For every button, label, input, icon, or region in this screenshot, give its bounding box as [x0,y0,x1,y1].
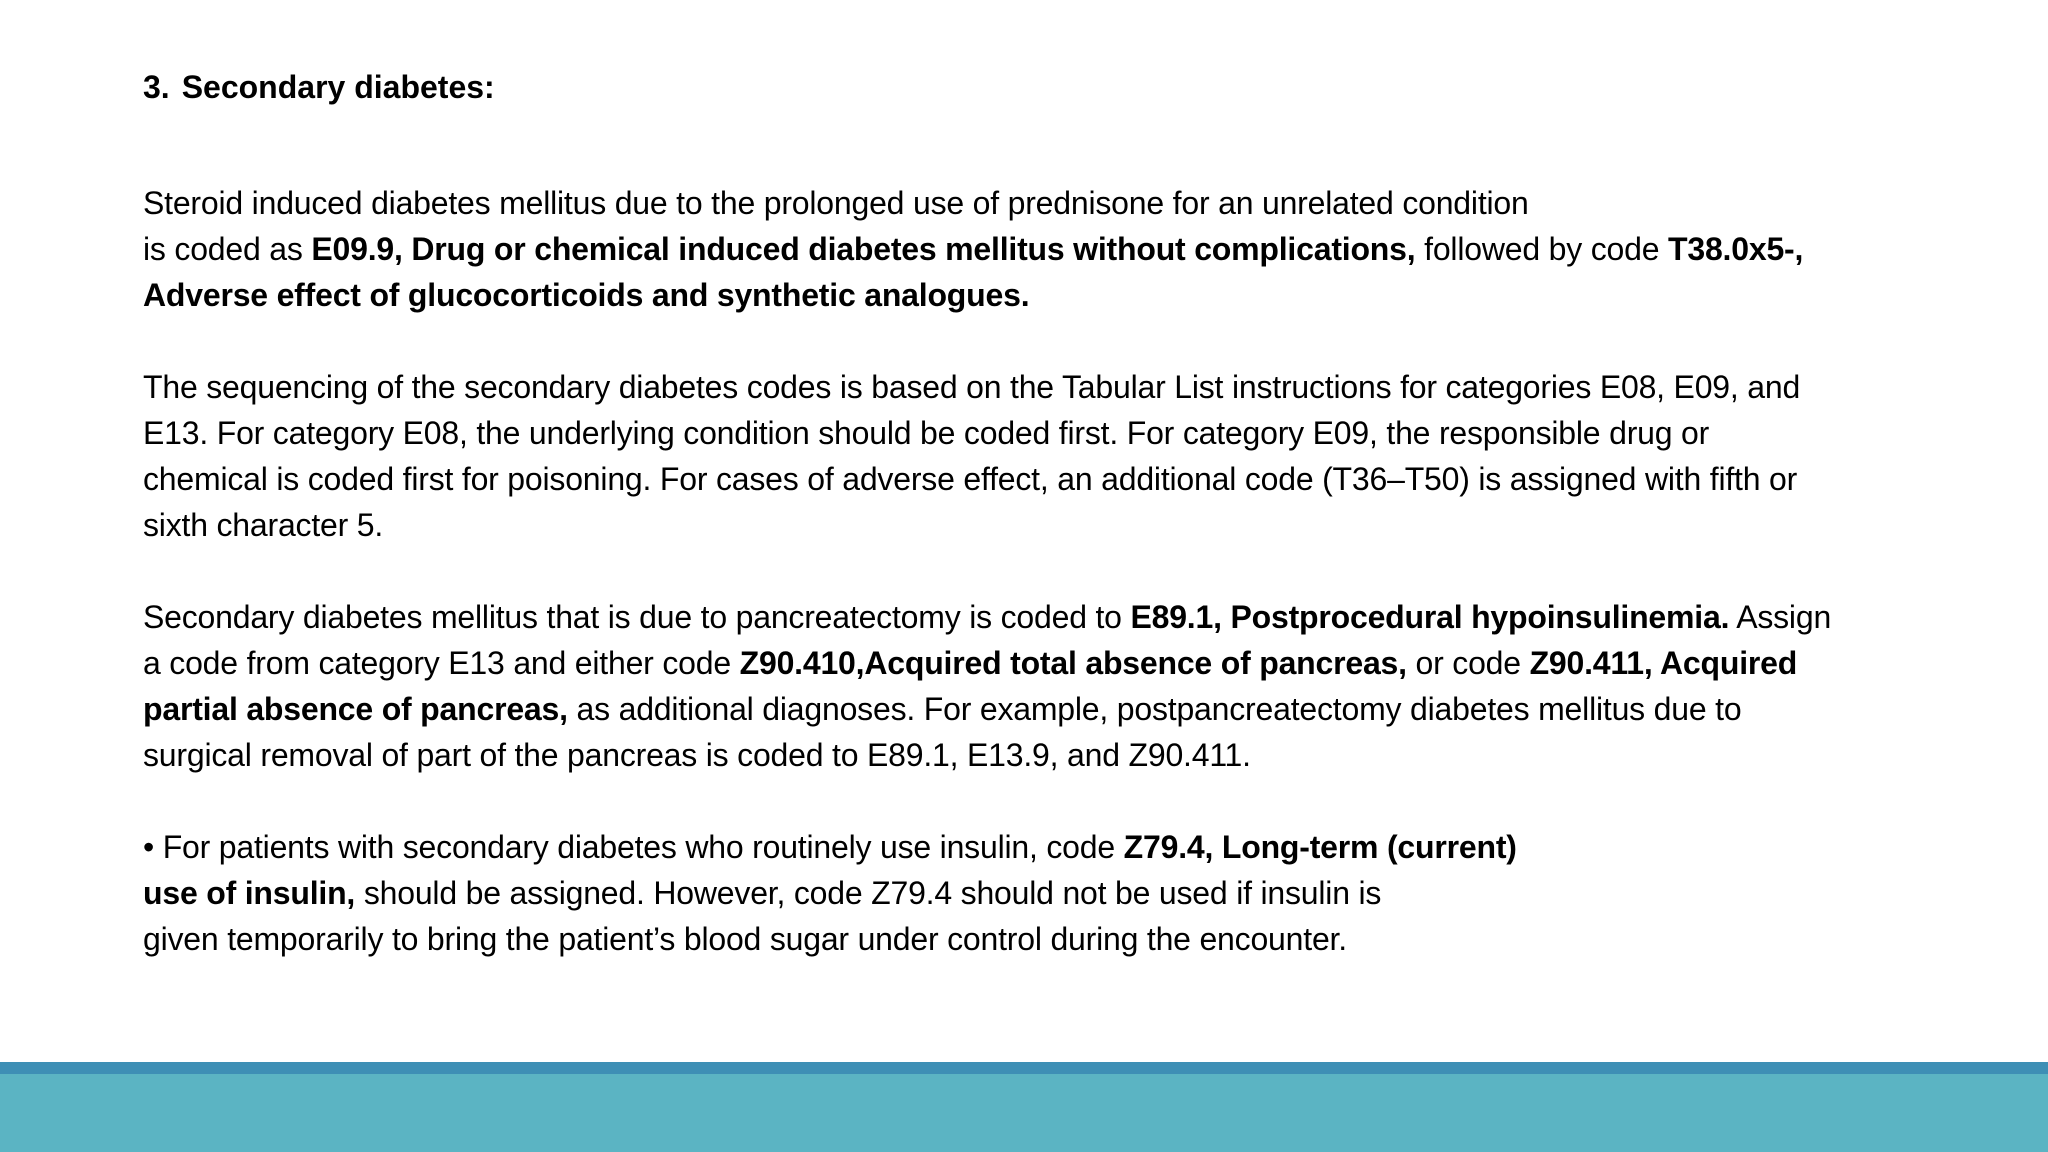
text-run: Assign [1729,599,1832,635]
text-line [143,824,1993,870]
text-line [143,640,1993,686]
text-run: is coded as [143,231,312,267]
code-z79-4-description: use of insulin, [143,875,356,911]
text-run: followed by code [1415,231,1669,267]
slide-content [143,64,1993,962]
section-heading [143,64,1993,110]
code-e89-1: E89.1, Postprocedural hypoinsulinemia. [1130,599,1730,635]
text-line: given temporarily to bring the patient’s blood sugar under control during the encounter. [143,921,1347,957]
paragraph-sequencing [143,364,1993,548]
footer-accent-line [0,1062,2048,1074]
paragraph-pancreatectomy [143,594,1993,778]
code-z90-410: Z90.410,Acquired total absence of pancreas, [739,645,1407,681]
text-line: chemical is coded first for poisoning. For cases of adverse effect, an additional code (T36–T50) is assigned with fifth or [143,461,1798,497]
text-line: Steroid induced diabetes mellitus due to the prolonged use of prednisone for an unrelated condition [143,185,1529,221]
code-z90-411: Z90.411, Acquired [1529,645,1798,681]
bullet-insulin-use [143,824,1993,962]
text-run: Secondary diabetes mellitus that is due to pancreatectomy is coded to [143,599,1131,635]
text-line: surgical removal of part of the pancreas is coded to E89.1, E13.9, and Z90.411. [143,737,1251,773]
text-line: The sequencing of the secondary diabetes codes is based on the Tabular List instructions for categories E08, E09, and [143,369,1801,405]
text-line [143,226,1993,272]
text-run: • For patients with secondary diabetes who routinely use insulin, code [143,829,1124,865]
text-line: sixth character 5. [143,507,384,543]
text-line [143,870,1993,916]
section-title: Secondary diabetes: [181,69,495,105]
code-t38-description: Adverse effect of glucocorticoids and synthetic analogues. [143,277,1030,313]
text-line [143,594,1993,640]
text-run: a code from category E13 and either code [143,645,740,681]
footer-band [0,1074,2048,1152]
text-line: E13. For category E08, the underlying condition should be coded first. For category E09, the responsible drug or [143,415,1710,451]
code-z90-411-description: partial absence of pancreas, [143,691,568,727]
section-number: 3. [143,69,170,105]
code-e09-9: E09.9, Drug or chemical induced diabetes mellitus without complications, [311,231,1416,267]
paragraph-steroid-induced [143,180,1993,318]
text-run: as additional diagnoses. For example, postpancreatectomy diabetes mellitus due to [567,691,1742,727]
text-line [143,686,1993,732]
code-t38-0x5: T38.0x5-, [1668,231,1804,267]
text-run: or code [1406,645,1530,681]
code-z79-4: Z79.4, Long-term (current) [1123,829,1517,865]
text-run: should be assigned. However, code Z79.4 should not be used if insulin is [355,875,1382,911]
